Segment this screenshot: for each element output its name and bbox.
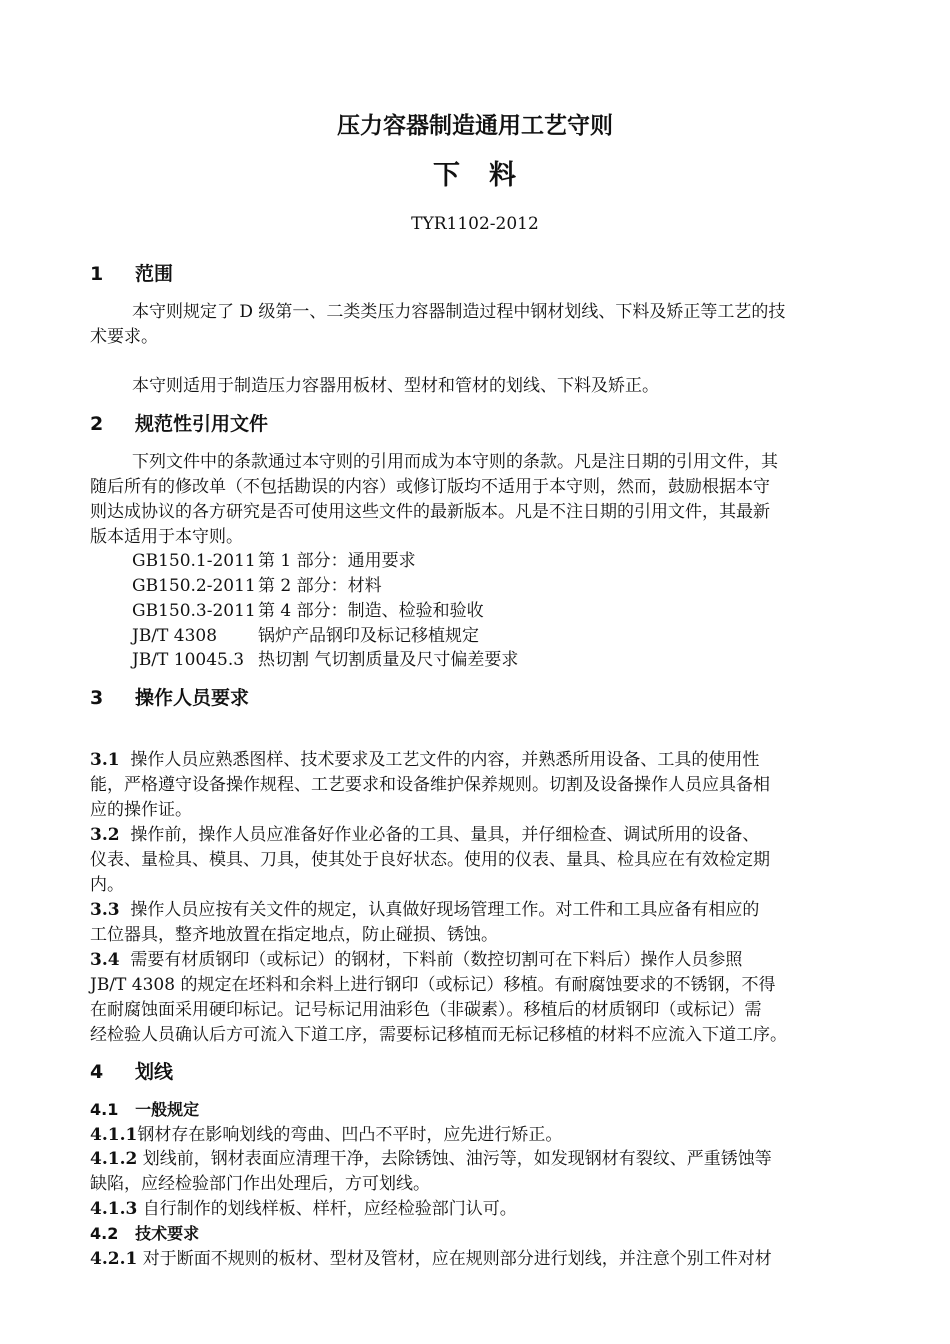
paragraph-line: 缺陷，应经检验部门作出处理后，方可划线。 bbox=[90, 1174, 430, 1194]
clause-number: 4.1.2 bbox=[90, 1149, 138, 1169]
reference-code: GB150.1-2011 bbox=[132, 551, 256, 571]
reference-item bbox=[132, 601, 484, 621]
paragraph-line: JB/T 4308 的规定在坯料和余料上进行钢印（或标记）移植。有耐腐蚀要求的不锈钢，不得 bbox=[90, 975, 776, 995]
reference-title: 第 4 部分：制造、检验和验收 bbox=[258, 601, 484, 621]
paragraph-line: 工位器具，整齐地放置在指定地点，防止碰损、锈蚀。 bbox=[90, 925, 498, 945]
clause-text: 操作前，操作人员应准备好作业必备的工具、量具，并仔细检查、调试所用的设备、 bbox=[130, 825, 760, 845]
clause-4-1-3 bbox=[90, 1199, 517, 1219]
paragraph-line: 经检验人员确认后方可流入下道工序，需要标记移植而无标记移植的材料不应流入下道工序。 bbox=[90, 1025, 787, 1045]
clause-text: 划线前，钢材表面应清理干净，去除锈蚀、油污等，如发现钢材有裂纹、严重锈蚀等 bbox=[142, 1149, 772, 1169]
clause-3-3 bbox=[90, 900, 759, 920]
reference-code: GB150.3-2011 bbox=[132, 601, 256, 621]
section-4-heading bbox=[90, 1062, 173, 1082]
paragraph-line: 本守则规定了 D 级第一、二类类压力容器制造过程中钢材划线、下料及矫正等工艺的技 bbox=[132, 302, 786, 322]
document-code: TYR1102-2012 bbox=[411, 214, 539, 234]
clause-4-1-1 bbox=[90, 1125, 562, 1145]
paragraph-line: 在耐腐蚀面采用硬印标记。记号标记用油彩色（非碳素）。移植后的材质钢印（或标记）需 bbox=[90, 1000, 762, 1020]
reference-title: 热切割 气切割质量及尺寸偏差要求 bbox=[258, 650, 519, 670]
paragraph-line: 应的操作证。 bbox=[90, 800, 192, 820]
reference-code: JB/T 10045.3 bbox=[132, 650, 245, 670]
section-title: 范围 bbox=[135, 263, 174, 285]
document-title: 压力容器制造通用工艺守则 bbox=[337, 113, 613, 139]
paragraph-line: 能，严格遵守设备操作规程、工艺要求和设备维护保养规则。切割及设备操作人员应具备相 bbox=[90, 775, 770, 795]
reference-item bbox=[132, 576, 382, 596]
clause-4-2-1 bbox=[90, 1249, 772, 1269]
paragraph-line: 版本适用于本守则。 bbox=[90, 527, 243, 547]
clause-3-2 bbox=[90, 825, 759, 845]
paragraph-line: 术要求。 bbox=[90, 327, 158, 347]
section-title: 划线 bbox=[135, 1061, 174, 1083]
reference-item bbox=[132, 650, 518, 670]
clause-text: 对于断面不规则的板材、型材及管材，应在规则部分进行划线，并注意个别工件对材 bbox=[142, 1249, 772, 1269]
reference-title: 第 2 部分：材料 bbox=[258, 576, 382, 596]
section-number: 1 bbox=[90, 263, 104, 285]
clause-number: 3.3 bbox=[90, 900, 120, 920]
paragraph-line: 本守则适用于制造压力容器用板材、型材和管材的划线、下料及矫正。 bbox=[132, 376, 659, 396]
reference-code: GB150.2-2011 bbox=[132, 576, 256, 596]
clause-text: 操作人员应按有关文件的规定，认真做好现场管理工作。对工件和工具应备有相应的 bbox=[130, 900, 760, 920]
subsection-4-1 bbox=[90, 1100, 199, 1120]
section-2-heading bbox=[90, 414, 268, 434]
clause-number: 4.2.1 bbox=[90, 1249, 138, 1269]
clause-number: 3.4 bbox=[90, 950, 120, 970]
subsection-4-2 bbox=[90, 1224, 199, 1244]
section-number: 3 bbox=[90, 687, 104, 709]
subsection-title: 一般规定 bbox=[135, 1100, 200, 1119]
clause-number: 4.1.1 bbox=[90, 1125, 138, 1145]
section-number: 4 bbox=[90, 1061, 104, 1083]
reference-code: JB/T 4308 bbox=[132, 626, 218, 646]
reference-title: 锅炉产品钢印及标记移植规定 bbox=[258, 626, 479, 646]
section-title: 规范性引用文件 bbox=[135, 413, 269, 435]
clause-3-1 bbox=[90, 750, 759, 770]
section-3-heading bbox=[90, 688, 249, 708]
section-title: 操作人员要求 bbox=[135, 687, 250, 709]
paragraph-line: 内。 bbox=[90, 875, 124, 895]
clause-text: 自行制作的划线样板、样杆，应经检验部门认可。 bbox=[142, 1199, 517, 1219]
clause-text: 需要有材质钢印（或标记）的钢材，下料前（数控切割可在下料后）操作人员参照 bbox=[130, 950, 743, 970]
document-subtitle: 下 料 bbox=[433, 160, 517, 191]
paragraph-line: 仪表、量检具、模具、刀具，使其处于良好状态。使用的仪表、量具、检具应在有效检定期 bbox=[90, 850, 770, 870]
reference-title: 第 1 部分：通用要求 bbox=[258, 551, 416, 571]
paragraph-line: 则达成协议的各方研究是否可使用这些文件的最新版本。凡是不注日期的引用文件，其最新 bbox=[90, 502, 770, 522]
paragraph-line: 随后所有的修改单（不包括勘误的内容）或修订版均不适用于本守则，然而，鼓励根据本守 bbox=[90, 477, 770, 497]
paragraph-line: 下列文件中的条款通过本守则的引用而成为本守则的条款。凡是注日期的引用文件，其 bbox=[132, 452, 778, 472]
subsection-number: 4.2 bbox=[90, 1224, 119, 1243]
section-1-heading bbox=[90, 264, 173, 284]
reference-item bbox=[132, 626, 479, 646]
subsection-number: 4.1 bbox=[90, 1100, 119, 1119]
reference-item bbox=[132, 551, 416, 571]
clause-number: 3.2 bbox=[90, 825, 120, 845]
clause-text: 钢材存在影响划线的弯曲、凹凸不平时，应先进行矫正。 bbox=[137, 1125, 563, 1145]
clause-number: 3.1 bbox=[90, 750, 120, 770]
clause-number: 4.1.3 bbox=[90, 1199, 138, 1219]
clause-4-1-2 bbox=[90, 1149, 772, 1169]
clause-3-4 bbox=[90, 950, 742, 970]
clause-text: 操作人员应熟悉图样、技术要求及工艺文件的内容，并熟悉所用设备、工具的使用性 bbox=[130, 750, 760, 770]
section-number: 2 bbox=[90, 413, 104, 435]
subsection-title: 技术要求 bbox=[135, 1224, 200, 1243]
